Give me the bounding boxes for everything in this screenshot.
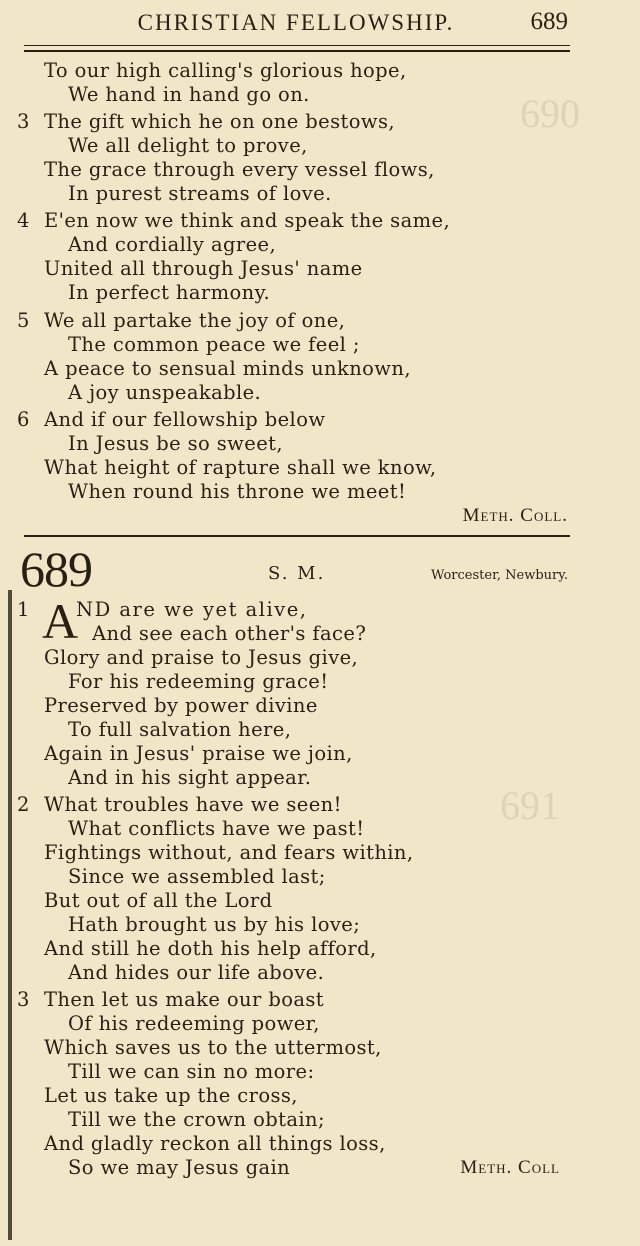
tune-names: Worcester, Newbury.: [431, 568, 568, 583]
verse-number: 1: [17, 598, 30, 621]
verse-line: What troubles have we seen!: [44, 793, 342, 816]
binding-shadow: [8, 590, 12, 1240]
verse-line: And hides our life above.: [68, 961, 325, 984]
page-number: 689: [530, 8, 568, 35]
running-header: CHRISTIAN FELLOWSHIP.: [137, 10, 455, 35]
verse-line: In Jesus be so sweet,: [68, 432, 283, 455]
verse-line: To our high calling's glorious hope,: [44, 59, 407, 82]
bleed-through-mark: 691: [500, 783, 560, 828]
verse-line: A joy unspeakable.: [68, 381, 262, 404]
verse-line: For his redeeming grace!: [68, 670, 329, 693]
hymn-separator-rule: [24, 535, 570, 537]
verse-line: We all partake the joy of one,: [44, 309, 346, 332]
verse-line: The gift which he on one bestows,: [44, 110, 395, 133]
verse-number: 4: [17, 209, 30, 232]
verse-line: Then let us make our boast: [44, 988, 325, 1011]
verse-line: And still he doth his help afford,: [44, 937, 377, 960]
verse-number: 2: [17, 793, 30, 816]
verse-line: ND are we yet alive,: [76, 598, 308, 621]
verse-number: 6: [17, 408, 30, 431]
verse-line: And gladly reckon all things loss,: [44, 1132, 386, 1155]
drop-cap: A: [42, 593, 79, 649]
verse-line: In perfect harmony.: [68, 281, 271, 304]
verse-number: 3: [17, 988, 30, 1011]
verse-line: Hath brought us by his love;: [68, 913, 361, 936]
verse-line: What height of rapture shall we know,: [44, 456, 437, 479]
verse-line: To full salvation here,: [68, 718, 292, 741]
verse-line: So we may Jesus gain: [68, 1156, 291, 1179]
verse-number: 3: [17, 110, 30, 133]
verse-line: In purest streams of love.: [68, 182, 332, 205]
verse-line: We all delight to prove,: [68, 134, 308, 157]
hymn-number: 689: [20, 541, 92, 597]
verse-line: Again in Jesus' praise we join,: [44, 742, 353, 765]
verse-line: When round his throne we meet!: [68, 480, 407, 503]
verse-line: Of his redeeming power,: [68, 1012, 320, 1035]
verse-line: Preserved by power divine: [44, 694, 318, 717]
author-credit: Meth. Coll.: [462, 505, 568, 526]
verse-line: The common peace we feel ;: [68, 333, 360, 356]
verse-line: United all through Jesus' name: [44, 257, 363, 280]
verse-line: And in his sight appear.: [68, 766, 312, 789]
verse-line: But out of all the Lord: [44, 889, 273, 912]
verse-line: And cordially agree,: [68, 233, 277, 256]
verse-line: What conflicts have we past!: [68, 817, 365, 840]
verse-line: We hand in hand go on.: [68, 83, 310, 106]
verse-line: Let us take up the cross,: [44, 1084, 298, 1107]
verse-line: E'en now we think and speak the same,: [44, 209, 451, 232]
hymn-meter: S. M.: [268, 563, 326, 584]
verse-line: Since we assembled last;: [68, 865, 326, 888]
verse-line: And if our fellowship below: [44, 408, 326, 431]
verse-line: And see each other's face?: [92, 622, 367, 645]
verse-line: Which saves us to the uttermost,: [44, 1036, 382, 1059]
verse-number: 5: [17, 309, 30, 332]
verse-line: Till we can sin no more:: [68, 1060, 315, 1083]
verse-line: A peace to sensual minds unknown,: [44, 357, 411, 380]
bleed-through-mark: 690: [520, 91, 580, 136]
author-credit: Meth. Coll: [460, 1157, 560, 1178]
verse-line: The grace through every vessel flows,: [44, 158, 435, 181]
verse-line: Fightings without, and fears within,: [44, 841, 414, 864]
verse-line: Glory and praise to Jesus give,: [44, 646, 359, 669]
verse-line: Till we the crown obtain;: [68, 1108, 325, 1131]
header-rule: [24, 45, 570, 52]
